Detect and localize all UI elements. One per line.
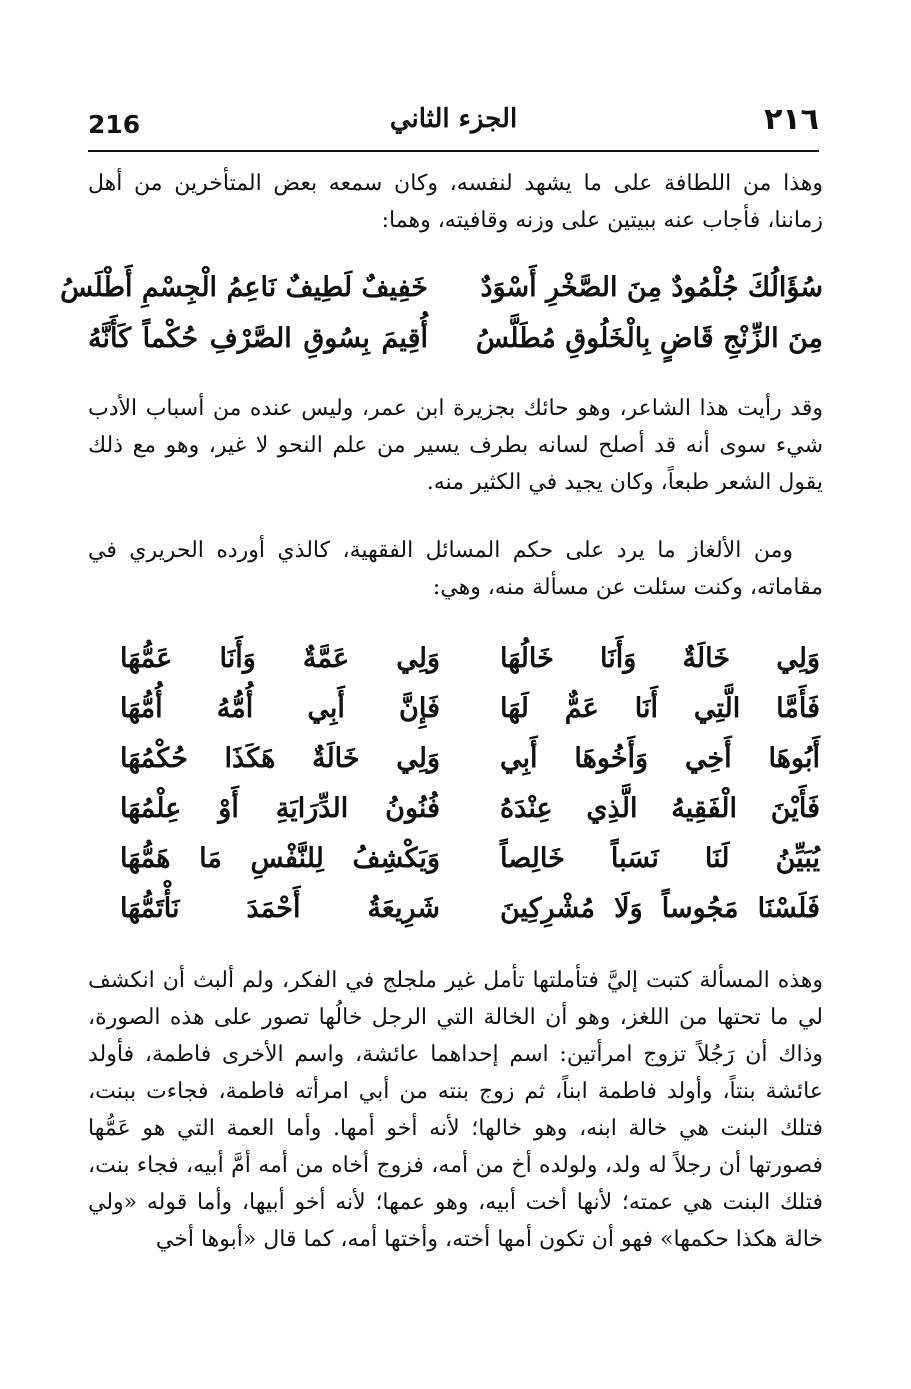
verse-hemistich-second: فَإِنَّ أَبِي أُمُّهُ أُمُّهَا <box>120 693 440 724</box>
verse-hemistich-second: وَلِي عَمَّةٌ وَأَنَا عَمُّهَا <box>120 643 440 674</box>
verse-hemistich-first: وَلِي خَالَةٌ وَأَنَا خَالُهَا <box>500 643 820 674</box>
verse-hemistich-second: فُنُونُ الدِّرَايَةِ أَوْ عِلْمُهَا <box>120 793 440 824</box>
paragraph-solution: وهذه المسألة كتبت إليَّ فتأملتها تأمل غير ملجلج في الفكر، ولم ألبث أن انكشف لي ما تحتها من اللغز، وهو أن الخالة التي الرجل خالُها تصور على هذه الصورة، وذاك أن رَجُلاً تزوج امرأتين: اسم إحداهما عائشة، واسم الأخرى فاطمة، فأولد عائشة بنتاً، وأولد فاطمة ابناً، ثم زوج بنته من أبي امرأته فاطمة، فجاءت ببنت، فتلك البنت هي خالة ابنه، وهو خالها؛ لأنه أخو أمها. وأما العمة التي هو عَمُّها فصورتها أن رجلاً له ولد، ولولده أخ من أمه، فزوج أخاه من أمه أمَّ أبيه، فجاء بنت، فتلك البنت هي عمته؛ لأنها أخت أبيه، وهو عمها؛ لأنه أخو أبيها، وأما قوله «ولي خالة هكذا حكمها» فهو أن تكون أمها أخته، وأختها أمه، كما قال «أبوها أخي <box>88 968 823 1252</box>
poem-verse <box>120 884 820 934</box>
verse-hemistich-second: خَفِيفٌ لَطِيفٌ نَاعِمُ الْجِسْمِ أَطْلَسُ <box>60 272 428 303</box>
poem-verse <box>120 734 820 784</box>
poem-riddle <box>120 634 820 934</box>
verse-hemistich-second: أُقِيمَ بِسُوقِ الصَّرْفِ حُكْماً كَأَنَّهُ <box>88 323 428 354</box>
paragraph-riddles: ومن الألغاز ما يرد على حكم المسائل الفقهية، كالذي أورده الحريري في مقاماته، وكنت سئلت عن مسألة منه، وهي: <box>88 538 823 600</box>
page-number-latin: 216 <box>88 110 141 139</box>
poem-verse <box>120 834 820 884</box>
verse-hemistich-first: فَلَسْنَا مَجُوساً وَلَا مُشْرِكِينَ <box>500 893 820 924</box>
verse-hemistich-first: فَأَمَّا الَّتِي أَنَا عَمٌّ لَهَا <box>500 693 820 724</box>
verse-hemistich-first: أَبُوهَا أَخِي وَأَخُوهَا أَبِي <box>500 743 820 774</box>
poem-verse <box>60 262 823 313</box>
verse-hemistich-second: شَرِيعَةُ أَحْمَدَ نَأْتَمُّهَا <box>120 893 440 924</box>
paragraph-poet: وقد رأيت هذا الشاعر، وهو حائك بجزيرة ابن عمر، وليس عنده من أسباب الأدب شيء سوى أنه قد أصلح لسانه بطرف يسير من علم النحو لا غير، وهو مع ذلك يقول الشعر طبعاً، وكان يجيد في الكثير منه. <box>88 396 823 495</box>
running-title: الجزء الثاني <box>389 104 518 134</box>
verse-hemistich-second: وَلِي خَالَةٌ هَكَذَا حُكْمُهَا <box>120 743 440 774</box>
verse-hemistich-second: وَيَكْشِفُ لِلنَّفْسِ مَا هَمُّهَا <box>120 843 440 874</box>
verse-hemistich-first: يُبَيِّنُ لَنَا نَسَباً خَالِصاً <box>500 843 820 874</box>
poem-verse <box>120 784 820 834</box>
poem-verse <box>88 313 823 364</box>
page-header <box>88 100 819 152</box>
poem-verse <box>120 684 820 734</box>
verse-hemistich-first: سُؤَالُكَ جُلْمُودٌ مِنَ الصَّخْرِ أَسْوَدٌ <box>480 272 823 303</box>
verse-hemistich-first: فَأَيْنَ الْفَقِيهُ الَّذِي عِنْدَهُ <box>500 793 820 824</box>
poem-couplets-1 <box>60 262 823 364</box>
poem-verse <box>120 634 820 684</box>
verse-hemistich-first: مِنَ الزِّنْجِ قَاضٍ بِالْخَلُوقِ مُطَلَّسُ <box>475 323 823 354</box>
paragraph-intro: وهذا من اللطافة على ما يشهد لنفسه، وكان سمعه بعض المتأخرين من أهل زماننا، فأجاب عنه ببيتين على وزنه وقافيته، وهما: <box>88 171 823 233</box>
page-number-arabic: ٢١٦ <box>764 102 819 137</box>
